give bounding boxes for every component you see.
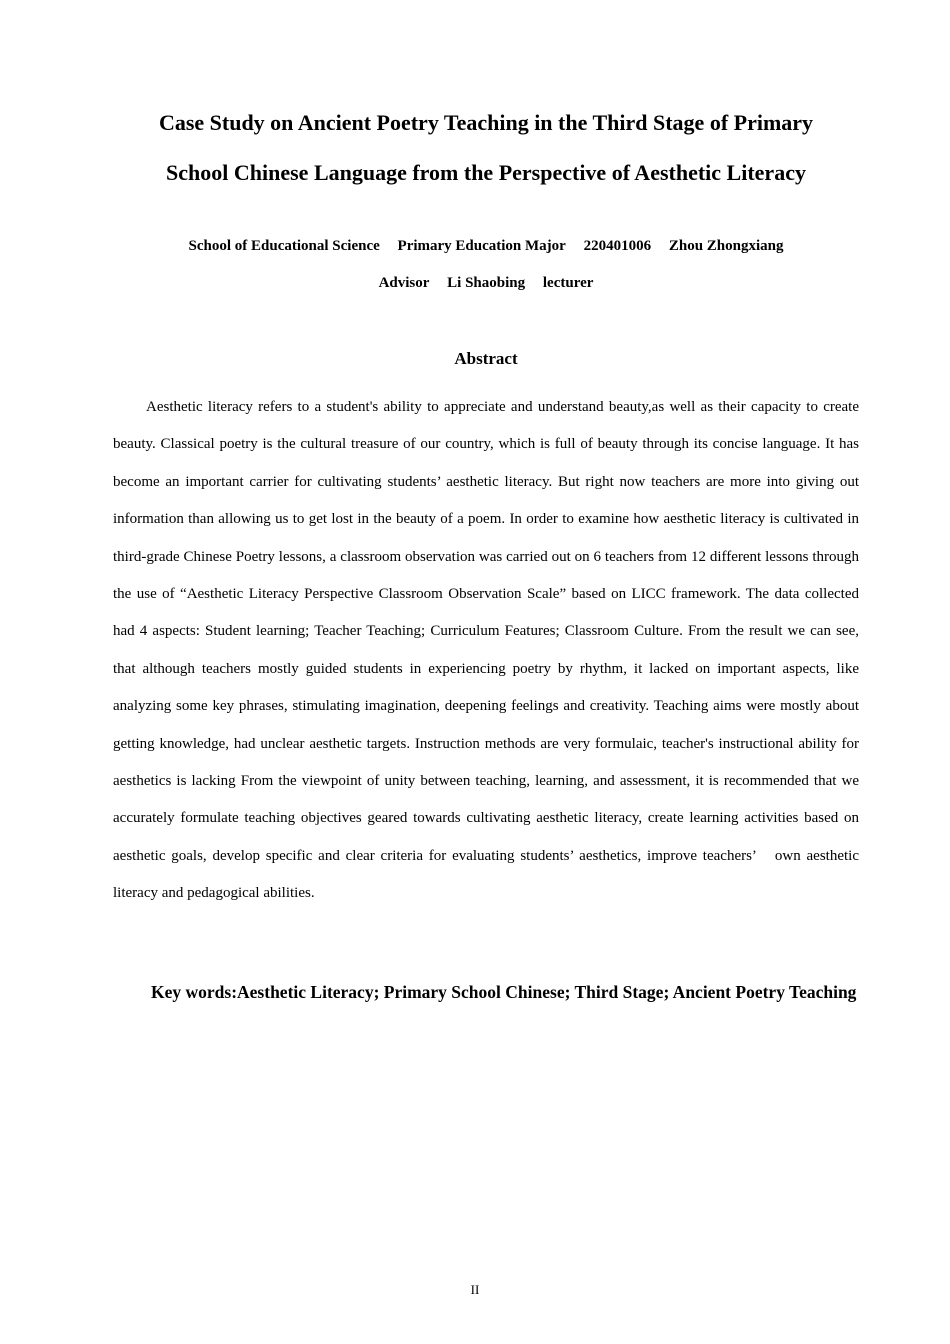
thesis-title	[80, 98, 892, 198]
author-name: Zhou Zhongxiang	[668, 238, 784, 254]
abstract-heading: Abstract	[454, 349, 518, 368]
school-name: School of Educational Science	[188, 238, 380, 254]
advisor-title: lecturer	[542, 275, 594, 291]
page-number: II	[470, 1282, 480, 1297]
abstract-body: Aesthetic literacy refers to a student's ability to appreciate and understand beauty,as well as their capacity to create beauty. Classical poetry is the cultural treasure of our country, which is full of beauty through its concise language. It has become an important carrier for cultivating students’ aesthetic literacy. But right now teachers are more into giving out information than allowing us to get lost in the beauty of a poem. In order to examine how aesthetic literacy is cultivated in third-grade Chinese Poetry lessons, a classroom observation was carried out on 6 teachers from 12 different lessons through the use of “Aesthetic Literacy Perspective Classroom Observation Scale” based on LICC framework. The data collected had 4 aspects: Student learning; Teacher Teaching; Curriculum Features; Classroom Culture. From the result we can see, that although teachers mostly guided students in experiencing poetry by rhythm, it lacked on important aspects, like analyzing some key phrases, stimulating imagination, deepening feelings and creativity. Teaching aims were mostly about getting knowledge, had unclear aesthetic targets. Instruction methods are very formulaic, teacher's instructional ability for aesthetics is lacking From the viewpoint of unity between teaching, learning, and assessment, it is recommended that we accurately formulate teaching objectives geared towards cultivating aesthetic literacy, create learning activities based on aesthetic goals, develop specific and clear criteria for evaluating students’ aesthetics, improve teachers’ own aesthetic literacy and pedagogical abilities.	[113, 399, 859, 902]
author-info-line	[80, 236, 892, 256]
major-name: Primary Education Major	[397, 238, 566, 254]
advisor-name: Li Shaobing	[447, 275, 526, 291]
thesis-title-line-2: School Chinese Language from the Perspective of Aesthetic Literacy	[166, 160, 806, 185]
advisor-label: Advisor	[378, 275, 430, 291]
student-id: 220401006	[583, 238, 652, 254]
advisor-info-line	[80, 273, 892, 293]
thesis-title-line-1: Case Study on Ancient Poetry Teaching in the Third Stage of Primary	[158, 110, 814, 135]
keywords: Key words:Aesthetic Literacy; Primary School Chinese; Third Stage; Ancient Poetry Teaching	[151, 982, 857, 1002]
